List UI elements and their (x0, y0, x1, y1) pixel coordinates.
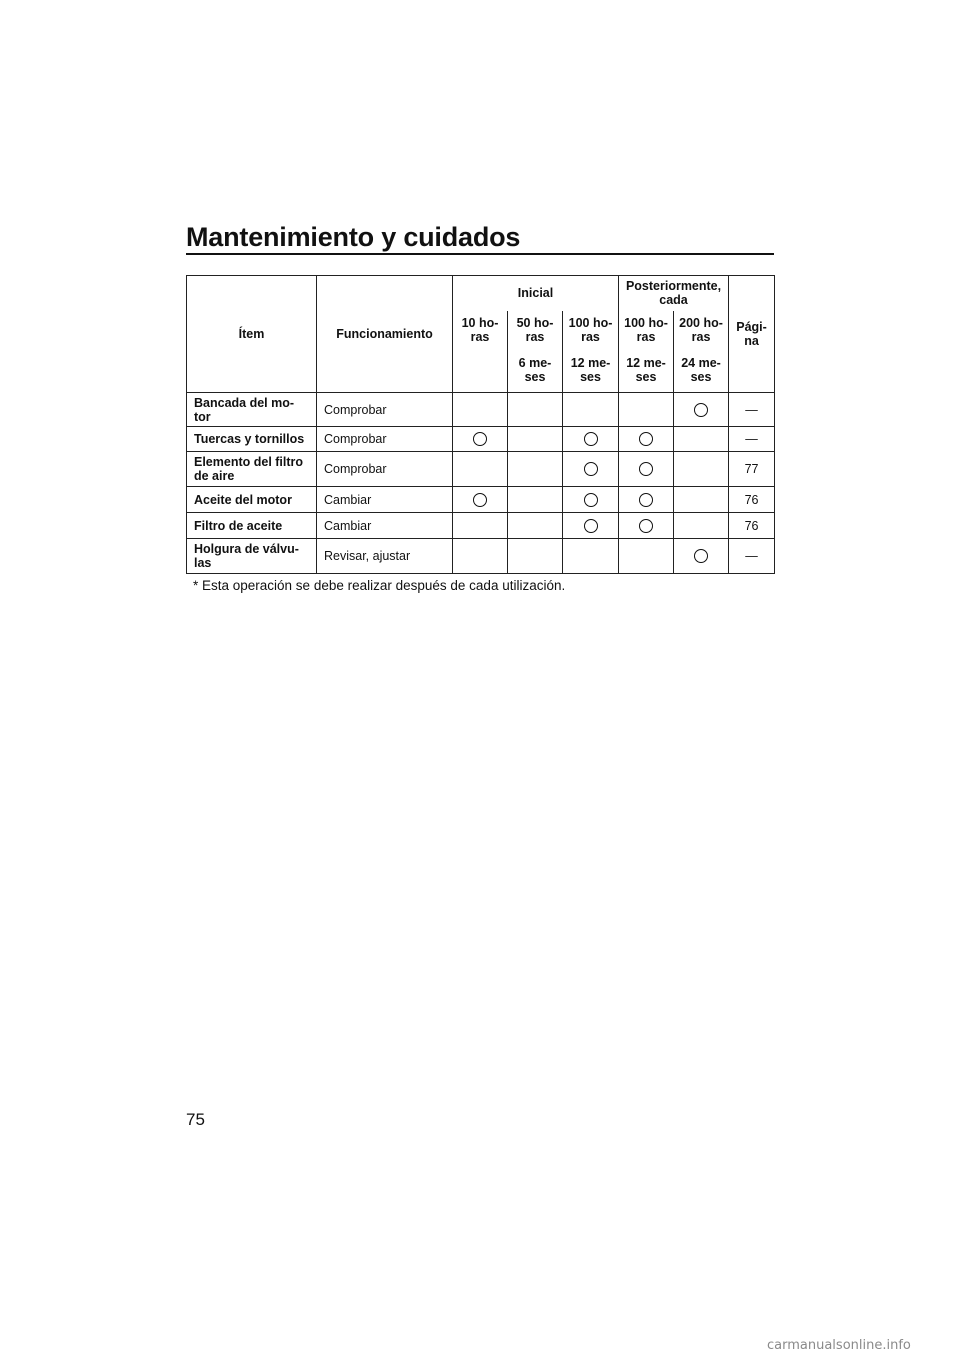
table-row (187, 393, 775, 427)
row-mark-cell (619, 452, 674, 487)
circle-mark-icon (584, 432, 598, 446)
row-mark-cell (674, 513, 729, 539)
row-page: 76 (729, 513, 775, 539)
row-mark-cell (674, 487, 729, 513)
row-mark-cell (674, 452, 729, 487)
row-page: — (729, 427, 775, 452)
row-mark-cell (619, 393, 674, 427)
header-page: Pági- na (729, 276, 775, 393)
row-mark-cell (508, 539, 563, 574)
row-item: Bancada del mo- tor (187, 393, 317, 427)
row-mark-cell (563, 513, 619, 539)
header-hours-0: 10 ho- ras (453, 311, 508, 349)
circle-mark-icon (694, 549, 708, 563)
row-mark-cell (619, 513, 674, 539)
page-title: Mantenimiento y cuidados (186, 222, 521, 252)
row-mark-cell (508, 427, 563, 452)
row-mark-cell (674, 393, 729, 427)
row-page: — (729, 539, 775, 574)
header-thereafter: Posteriormente, cada (619, 276, 729, 311)
row-item: Holgura de válvu- las (187, 539, 317, 574)
row-mark-cell (508, 393, 563, 427)
circle-mark-icon (639, 519, 653, 533)
table-row (187, 427, 775, 452)
row-mark-cell (619, 427, 674, 452)
row-item: Filtro de aceite (187, 513, 317, 539)
header-function: Funcionamiento (317, 276, 453, 393)
row-function: Cambiar (317, 487, 453, 513)
row-mark-cell (619, 539, 674, 574)
maintenance-table (186, 275, 775, 574)
row-page: 77 (729, 452, 775, 487)
table-row (187, 513, 775, 539)
row-function: Revisar, ajustar (317, 539, 453, 574)
watermark: carmanualsonline.info (767, 1338, 911, 1353)
row-item: Aceite del motor (187, 487, 317, 513)
circle-mark-icon (584, 493, 598, 507)
row-page: — (729, 393, 775, 427)
header-months-2: 12 me- ses (563, 349, 619, 393)
row-function: Comprobar (317, 427, 453, 452)
circle-mark-icon (694, 403, 708, 417)
header-months-0 (453, 349, 508, 393)
header-hours-1: 50 ho- ras (508, 311, 563, 349)
row-mark-cell (453, 427, 508, 452)
header-months-3: 12 me- ses (619, 349, 674, 393)
row-mark-cell (453, 487, 508, 513)
row-mark-cell (453, 452, 508, 487)
row-mark-cell (563, 393, 619, 427)
circle-mark-icon (639, 432, 653, 446)
row-item: Tuercas y tornillos (187, 427, 317, 452)
row-mark-cell (563, 452, 619, 487)
row-function: Comprobar (317, 452, 453, 487)
title-divider (186, 253, 774, 255)
row-mark-cell (508, 487, 563, 513)
header-months-4: 24 me- ses (674, 349, 729, 393)
row-mark-cell (508, 452, 563, 487)
row-function: Cambiar (317, 513, 453, 539)
row-mark-cell (453, 513, 508, 539)
row-page: 76 (729, 487, 775, 513)
header-months-1: 6 me- ses (508, 349, 563, 393)
page-number: 75 (186, 1110, 205, 1129)
row-mark-cell (563, 427, 619, 452)
row-mark-cell (563, 539, 619, 574)
header-hours-4: 200 ho- ras (674, 311, 729, 349)
row-mark-cell (453, 393, 508, 427)
row-function: Comprobar (317, 393, 453, 427)
table-row (187, 539, 775, 574)
table-row (187, 452, 775, 487)
row-mark-cell (674, 539, 729, 574)
row-mark-cell (508, 513, 563, 539)
footnote: * Esta operación se debe realizar después de cada utilización. (193, 578, 566, 593)
row-mark-cell (453, 539, 508, 574)
circle-mark-icon (473, 432, 487, 446)
header-hours-3: 100 ho- ras (619, 311, 674, 349)
circle-mark-icon (584, 462, 598, 476)
circle-mark-icon (584, 519, 598, 533)
row-item: Elemento del filtro de aire (187, 452, 317, 487)
header-item: Ítem (187, 276, 317, 393)
row-mark-cell (619, 487, 674, 513)
table-row (187, 487, 775, 513)
circle-mark-icon (639, 493, 653, 507)
row-mark-cell (674, 427, 729, 452)
circle-mark-icon (473, 493, 487, 507)
header-initial: Inicial (453, 276, 619, 311)
header-hours-2: 100 ho- ras (563, 311, 619, 349)
row-mark-cell (563, 487, 619, 513)
circle-mark-icon (639, 462, 653, 476)
